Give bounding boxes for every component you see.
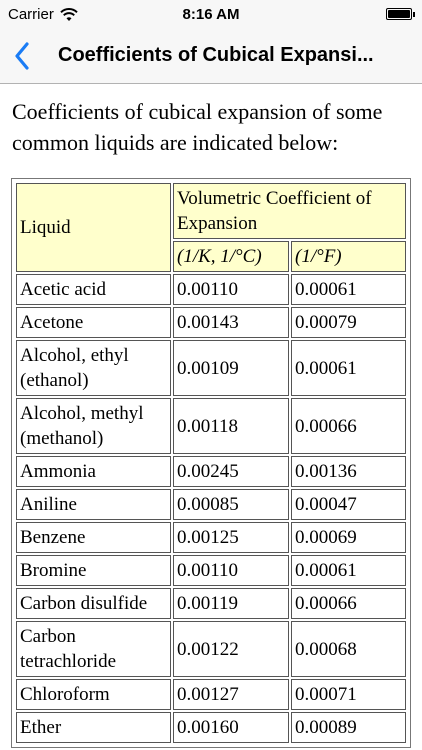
cell-liquid: Aniline [16, 489, 171, 520]
intro-text: Coefficients of cubical expansion of some common liquids are indicated below: [12, 99, 383, 155]
header-volumetric-coefficient: Volumetric Coefficient of Expansion [173, 183, 406, 239]
chevron-left-icon [14, 42, 30, 70]
header-liquid: Liquid [16, 183, 171, 272]
table-row [16, 456, 406, 487]
cell-coeff-kelvin: 0.00110 [173, 555, 289, 586]
header-unit-fahrenheit: (1/°F) [291, 241, 406, 272]
cell-liquid: Bromine [16, 555, 171, 586]
cell-coeff-fahrenheit: 0.00079 [291, 307, 406, 338]
cell-coeff-fahrenheit: 0.00069 [291, 522, 406, 553]
cell-liquid: Benzene [16, 522, 171, 553]
cell-liquid: Acetone [16, 307, 171, 338]
status-bar [0, 0, 422, 30]
cell-coeff-fahrenheit: 0.00136 [291, 456, 406, 487]
expansion-table [14, 181, 408, 745]
cell-liquid: Ether [16, 712, 171, 743]
table-row [16, 340, 406, 396]
cell-coeff-fahrenheit: 0.00071 [291, 679, 406, 710]
cell-liquid: Carbon disulfide [16, 588, 171, 619]
header-unit-kelvin: (1/K, 1/°C) [173, 241, 289, 272]
cell-coeff-kelvin: 0.00118 [173, 398, 289, 454]
cell-coeff-kelvin: 0.00245 [173, 456, 289, 487]
cell-liquid: Alcohol, methyl (methanol) [16, 398, 171, 454]
cell-coeff-fahrenheit: 0.00061 [291, 274, 406, 305]
cell-coeff-kelvin: 0.00119 [173, 588, 289, 619]
navigation-bar [0, 30, 422, 84]
back-button[interactable] [8, 40, 36, 72]
table-row [16, 274, 406, 305]
cell-liquid: Chloroform [16, 679, 171, 710]
table-row [16, 712, 406, 743]
cell-coeff-kelvin: 0.00127 [173, 679, 289, 710]
content-area[interactable] [0, 84, 422, 750]
cell-coeff-fahrenheit: 0.00066 [291, 398, 406, 454]
cell-coeff-kelvin: 0.00122 [173, 621, 289, 677]
cell-liquid: Acetic acid [16, 274, 171, 305]
cell-coeff-kelvin: 0.00143 [173, 307, 289, 338]
cell-coeff-kelvin: 0.00125 [173, 522, 289, 553]
battery-icon [386, 8, 412, 20]
table-row [16, 621, 406, 677]
table-row [16, 555, 406, 586]
table-row [16, 522, 406, 553]
table-row [16, 679, 406, 710]
cell-coeff-kelvin: 0.00085 [173, 489, 289, 520]
status-time: 8:16 AM [182, 6, 240, 23]
cell-liquid: Carbon tetrachloride [16, 621, 171, 677]
expansion-table-frame [11, 178, 411, 748]
page-title: Coefficients of Cubical Expansi... [58, 44, 374, 66]
carrier-label: Carrier [8, 6, 54, 23]
cell-liquid: Ammonia [16, 456, 171, 487]
cell-coeff-fahrenheit: 0.00061 [291, 340, 406, 396]
table-row [16, 398, 406, 454]
cell-coeff-kelvin: 0.00109 [173, 340, 289, 396]
cell-coeff-fahrenheit: 0.00089 [291, 712, 406, 743]
table-row [16, 489, 406, 520]
cell-coeff-kelvin: 0.00160 [173, 712, 289, 743]
cell-coeff-fahrenheit: 0.00061 [291, 555, 406, 586]
table-row [16, 307, 406, 338]
cell-coeff-fahrenheit: 0.00047 [291, 489, 406, 520]
table-row [16, 588, 406, 619]
cell-coeff-fahrenheit: 0.00068 [291, 621, 406, 677]
cell-coeff-fahrenheit: 0.00066 [291, 588, 406, 619]
cell-liquid: Alcohol, ethyl (ethanol) [16, 340, 171, 396]
cell-coeff-kelvin: 0.00110 [173, 274, 289, 305]
